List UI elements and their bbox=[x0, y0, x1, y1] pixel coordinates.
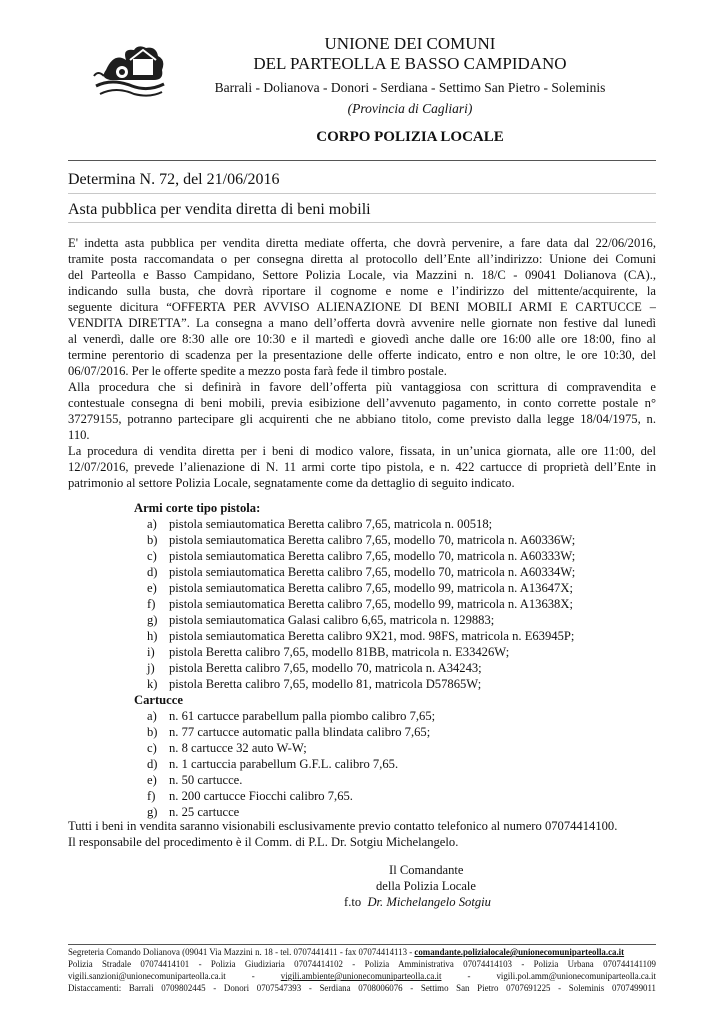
signature-prefix: f.to bbox=[344, 895, 362, 909]
list-item bbox=[147, 532, 575, 548]
footer-separator: - bbox=[467, 971, 471, 981]
list-letter: a) bbox=[147, 709, 157, 723]
footer-divider bbox=[68, 944, 656, 945]
list-text: pistola Beretta calibro 7,65, modello 81BB, matricola n. E33426W; bbox=[169, 645, 510, 659]
footer-line: Distaccamenti: Barrali 0709802445 - Donori 0707547393 - Serdiana 0708006076 - Settimo San Pietro 0707691225 - Soleminis 0707499011 bbox=[68, 983, 656, 993]
list-letter: e) bbox=[147, 581, 157, 595]
determina-title: Determina N. 72, del 21/06/2016 bbox=[68, 171, 280, 188]
subject-title: Asta pubblica per vendita diretta di beni mobili bbox=[68, 201, 371, 218]
list-text: pistola Beretta calibro 7,65, modello 70, matricola n. A34243; bbox=[169, 661, 482, 675]
body-line: termine perentorio di scadenza per la presentazione delle offerte indicato, entro e non oltre, le ore 10:30, del bbox=[68, 348, 656, 362]
list-letter: i) bbox=[147, 645, 155, 659]
list-text: pistola semiautomatica Galasi calibro 6,65, matricola n. 129883; bbox=[169, 613, 495, 627]
body-line: patrimonio al settore Polizia Locale, segnatamente come da dettaglio di seguito indicato. bbox=[68, 476, 515, 490]
list-text: n. 77 cartucce automatic palla blindata calibro 7,65; bbox=[169, 725, 431, 739]
list-text: pistola semiautomatica Beretta calibro 7,65, modello 70, matricola n. A60333W; bbox=[169, 549, 576, 563]
footer-email[interactable]: vigili.sanzioni@unionecomuniparteolla.ca.it bbox=[68, 971, 226, 981]
list-letter: d) bbox=[147, 565, 158, 579]
list-text: n. 61 cartucce parabellum palla piombo calibro 7,65; bbox=[169, 709, 436, 723]
footer-email[interactable]: vigili.pol.amm@unionecomuniparteolla.ca.it bbox=[496, 971, 656, 981]
body-line: La procedura di vendita diretta per i beni di modico valore, fissata, in un’unica giornata, alle ore 11:00, del bbox=[68, 444, 656, 458]
list-item bbox=[147, 628, 574, 644]
list-text: pistola semiautomatica Beretta calibro 7,65, modello 70, matricola n. A60334W; bbox=[169, 565, 576, 579]
signature-subtitle: della Polizia Locale bbox=[376, 879, 477, 893]
list-letter: g) bbox=[147, 613, 158, 627]
list-text: n. 25 cartucce bbox=[169, 805, 240, 819]
cartridges-heading: Cartucce bbox=[134, 693, 183, 707]
corps-title: CORPO POLIZIA LOCALE bbox=[316, 129, 504, 145]
list-item bbox=[147, 612, 494, 628]
list-letter: e) bbox=[147, 773, 157, 787]
list-item bbox=[147, 788, 353, 804]
footer-separator: - bbox=[251, 971, 255, 981]
list-item bbox=[147, 724, 430, 740]
list-item bbox=[147, 516, 492, 532]
body-line: contestuale consegna di beni mobili, previa esibizione dell’avvenuto pagamento, in conto corrette postale n° bbox=[68, 396, 656, 410]
list-text: pistola semiautomatica Beretta calibro 7,65, matricola n. 00518; bbox=[169, 517, 493, 531]
list-item bbox=[147, 660, 482, 676]
body-line: 06/07/2016. Per le offerte spedite a mezzo posta farà fede il timbro postale. bbox=[68, 364, 447, 378]
list-text: pistola semiautomatica Beretta calibro 7,65, modello 70, matricola n. A60336W; bbox=[169, 533, 576, 547]
header-divider bbox=[68, 160, 656, 161]
body-line: 110. bbox=[68, 428, 90, 442]
union-name-line2: DEL PARTEOLLA E BASSO CAMPIDANO bbox=[253, 54, 567, 73]
body-line: 12/07/2016, prevede l’alienazione di N. 11 armi corte tipo pistola, e n. 422 cartucce di proprietà dell’Ente in bbox=[68, 460, 656, 474]
footer-email[interactable]: vigili.ambiente@unionecomuniparteolla.ca.it bbox=[280, 971, 442, 981]
title-divider bbox=[68, 193, 656, 194]
list-letter: b) bbox=[147, 725, 158, 739]
list-item bbox=[147, 676, 481, 692]
list-letter: k) bbox=[147, 677, 158, 691]
body-line: tramite posta raccomandata o per consegna diretta al protocollo dell’Ente all’indirizzo: Unione dei Comuni bbox=[68, 252, 656, 266]
list-letter: d) bbox=[147, 757, 158, 771]
body-line: 37279155, potranno partecipare gli acquirenti che ne abbiano titolo, come previsto dalla legge 18/04/1975, n. bbox=[68, 412, 656, 426]
footer-text: Segreteria Comando Dolianova (09041 Via Mazzini n. 18 - tel. 0707441411 - fax 07074414113 - bbox=[68, 947, 415, 957]
list-text: n. 8 cartucce 32 auto W-W; bbox=[169, 741, 307, 755]
list-text: n. 200 cartucce Fiocchi calibro 7,65. bbox=[169, 789, 353, 803]
list-letter: c) bbox=[147, 741, 157, 755]
footer-email[interactable]: comandante.polizialocale@unionecomuniparteolla.ca.it bbox=[414, 947, 625, 957]
list-item bbox=[147, 708, 435, 724]
member-municipalities: Barrali - Dolianova - Donori - Serdiana - Settimo San Pietro - Soleminis bbox=[214, 80, 606, 95]
union-emblem-icon bbox=[92, 42, 168, 100]
body-line: Alla procedura che si definirà in favore dell’offerta più vantaggiosa con scrittura di compravendita e bbox=[68, 380, 656, 394]
list-text: n. 50 cartucce. bbox=[169, 773, 243, 787]
weapons-heading: Armi corte tipo pistola: bbox=[134, 501, 261, 515]
list-letter: f) bbox=[147, 789, 156, 803]
list-letter: c) bbox=[147, 549, 157, 563]
subject-divider bbox=[68, 222, 656, 223]
list-text: pistola semiautomatica Beretta calibro 7,65, modello 99, matricola n. A13647X; bbox=[169, 581, 573, 595]
list-item bbox=[147, 548, 575, 564]
body-line: al venerdì, dalle ore 8:30 alle ore 10:30 e il martedì e giovedì anche dalle ore 16:00 alle ore 18:00, fino al bbox=[68, 332, 656, 346]
province-label: (Provincia di Cagliari) bbox=[347, 101, 473, 116]
list-text: pistola semiautomatica Beretta calibro 9X21, mod. 98FS, matricola n. E63945P; bbox=[169, 629, 575, 643]
list-item bbox=[147, 564, 575, 580]
list-letter: b) bbox=[147, 533, 158, 547]
list-item bbox=[147, 740, 307, 756]
list-item bbox=[147, 596, 573, 612]
list-letter: h) bbox=[147, 629, 158, 643]
closing-line: Tutti i beni in vendita saranno visionabili esclusivamente previo contatto telefonico al numero 07074414100. bbox=[68, 819, 618, 833]
union-name-line1: UNIONE DEI COMUNI bbox=[324, 34, 496, 53]
body-line: E' indetta asta pubblica per vendita diretta mediate offerta, che dovrà pervenire, a fare data dal 22/06/2016, bbox=[68, 236, 656, 250]
list-text: pistola Beretta calibro 7,65, modello 81, matricola D57865W; bbox=[169, 677, 482, 691]
signature-line bbox=[344, 894, 491, 910]
list-item bbox=[147, 644, 509, 660]
footer-line bbox=[68, 947, 656, 958]
body-line: seguente dicitura “OFFERTA PER AVVISO ALIENAZIONE DI BENI MOBILI ARMI E CARTUCCE – bbox=[68, 300, 656, 314]
list-item bbox=[147, 772, 242, 788]
closing-line: Il responsabile del procedimento è il Comm. di P.L. Dr. Sotgiu Michelangelo. bbox=[68, 835, 459, 849]
body-line: del Parteolla e Basso Campidano, Settore Polizia Locale, via Mazzini n. 18/C - 09041 Dolianova (CA)., bbox=[68, 268, 656, 282]
body-line: indicando sulla busta, che dovrà riportare il cognome e nome e l’indirizzo del mittente/acquirente, la bbox=[68, 284, 656, 298]
list-letter: g) bbox=[147, 805, 158, 819]
signature-title: Il Comandante bbox=[389, 863, 464, 877]
list-item bbox=[147, 756, 398, 772]
body-line: VENDITA DIRETTA”. La consegna a mano dell’offerta dovrà avvenire nelle giornate non festive dal lunedì bbox=[68, 316, 656, 330]
list-letter: a) bbox=[147, 517, 157, 531]
footer-line: Polizia Stradale 07074414101 - Polizia Giudiziaria 07074414102 - Polizia Amministrativa 07074414103 - Polizia Urbana 070744141109 bbox=[68, 959, 656, 969]
list-text: n. 1 cartuccia parabellum G.F.L. calibro 7,65. bbox=[169, 757, 399, 771]
list-item bbox=[147, 580, 573, 596]
signature-name: Dr. Michelangelo Sotgiu bbox=[367, 895, 491, 909]
list-text: pistola semiautomatica Beretta calibro 7,65, modello 99, matricola n. A13638X; bbox=[169, 597, 573, 611]
list-letter: j) bbox=[147, 661, 155, 675]
footer-emails bbox=[68, 971, 656, 982]
list-letter: f) bbox=[147, 597, 156, 611]
